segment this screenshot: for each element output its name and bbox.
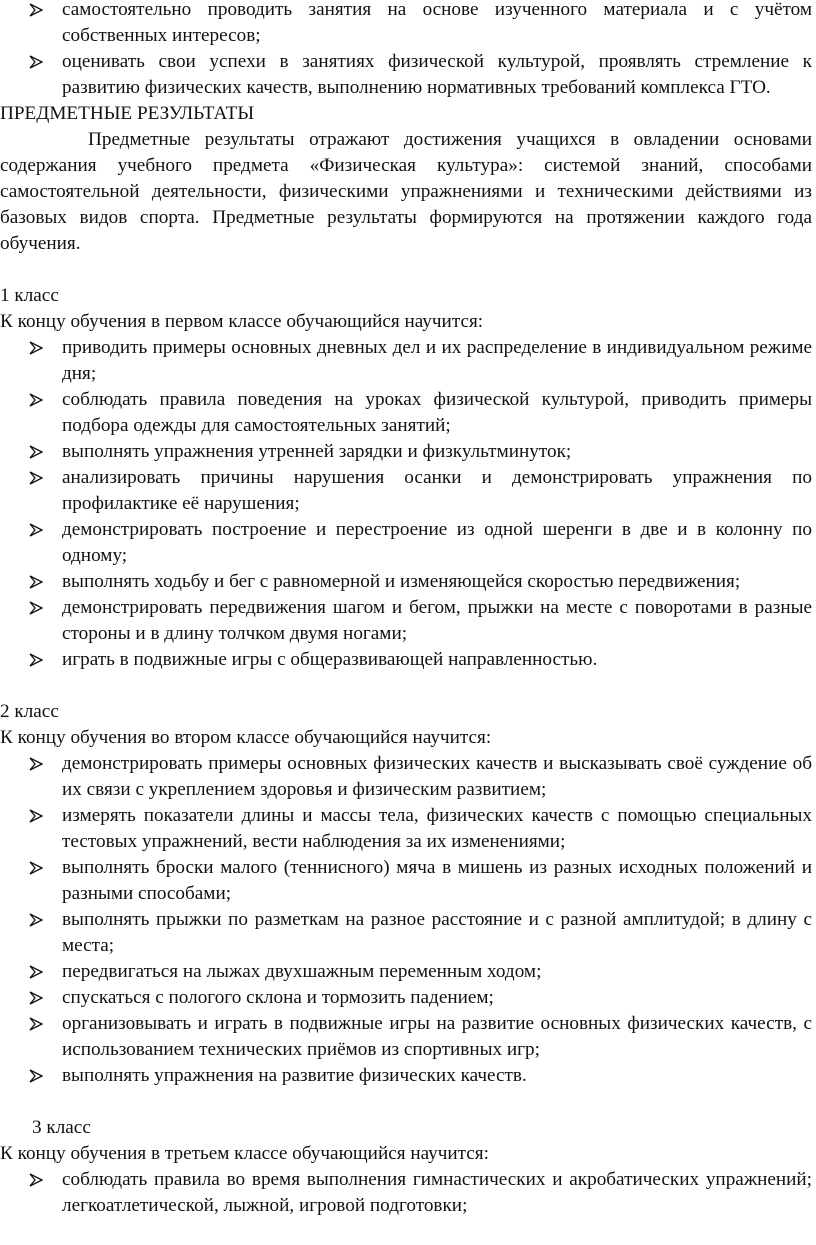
arrowhead-bullet-icon [29,803,51,829]
list-item [0,907,816,959]
list-item [0,387,816,439]
arrowhead-bullet-icon [29,985,51,1011]
list-item [0,855,816,907]
list-item [0,1011,816,1063]
list-item [0,1063,816,1089]
arrowhead-bullet-icon [29,907,51,933]
grade-2-item-text: организовывать и играть в подвижные игры на развитие основных физических качеств, с использованием технических приёмов из спортивных игр; [62,1013,812,1060]
arrowhead-bullet-icon [29,1063,51,1089]
subject-results-paragraph: Предметные результаты отражают достижения учащихся в овладении основами содержания учебного предмета «Физическая культура»: системой знаний, способами самостоятельной деятельности, физическими упражнениями и техническими действиями из базовых видов спорта. Предметные результаты формируются на протяжении каждого года обучения. [0,129,812,254]
list-item [0,647,816,673]
list-item [0,0,816,49]
list-item [0,959,816,985]
grade-2-item-text: выполнять упражнения на развитие физических качеств. [62,1065,527,1086]
intro-bullet-list [0,0,816,101]
grade-1-item-text: демонстрировать передвижения шагом и бегом, прыжки на месте с поворотами в разные стороны и в длину толчком двумя ногами; [62,597,812,644]
grade-1-item-text: выполнять ходьбу и бег с равномерной и изменяющейся скоростью передвижения; [62,571,741,592]
grade-1-item-text: выполнять упражнения утренней зарядки и физкультминуток; [62,441,572,462]
grade-3-lead: К концу обучения в третьем классе обучающийся научится: [0,1143,489,1164]
list-item [0,595,816,647]
arrowhead-bullet-icon [29,439,51,465]
intro-item-text: самостоятельно проводить занятия на основе изученного материала и с учётом собственных интересов; [62,0,812,46]
grade-3-item-text: соблюдать правила во время выполнения гимнастических и акробатических упражнений; легкоатлетической, лыжной, игровой подготовки; [62,1169,812,1216]
grade-1-item-text: демонстрировать построение и перестроение из одной шеренги в две и в колонну по одному; [62,519,812,566]
grade-1-item-text: приводить примеры основных дневных дел и их распределение в индивидуальном режиме дня; [62,337,812,384]
grade-1-item-text: играть в подвижные игры с общеразвивающей направленностью. [62,649,598,670]
grade-2-lead: К концу обучения во втором классе обучающийся научится: [0,727,492,748]
grade-1-list [0,335,816,673]
list-item [0,1167,816,1219]
grade-3-title: 3 класс [32,1117,91,1138]
list-item [0,439,816,465]
subject-results-heading: ПРЕДМЕТНЫЕ РЕЗУЛЬТАТЫ [0,103,255,124]
grade-1-item-text: соблюдать правила поведения на уроках физической культурой, приводить примеры подбора одежды для самостоятельных занятий; [62,389,812,436]
arrowhead-bullet-icon [29,751,51,777]
list-item [0,517,816,569]
arrowhead-bullet-icon [29,465,51,491]
arrowhead-bullet-icon [29,647,51,673]
grade-2-list [0,751,816,1089]
grade-2-item-text: передвигаться на лыжах двухшажным переменным ходом; [62,961,542,982]
arrowhead-bullet-icon [29,0,51,23]
list-item [0,335,816,387]
arrowhead-bullet-icon [29,1011,51,1037]
grade-2-item-text: демонстрировать примеры основных физических качеств и высказывать своё суждение об их связи с укреплением здоровья и физическим развитием; [62,753,812,800]
grade-1-lead: К концу обучения в первом классе обучающийся научится: [0,311,484,332]
list-item [0,569,816,595]
grade-3-list [0,1167,816,1219]
arrowhead-bullet-icon [29,569,51,595]
grade-1-item-text: анализировать причины нарушения осанки и демонстрировать упражнения по профилактике её нарушения; [62,467,812,514]
grade-2-item-text: выполнять прыжки по разметкам на разное расстояние и с разной амплитудой; в длину с места; [62,909,812,956]
arrowhead-bullet-icon [29,335,51,361]
arrowhead-bullet-icon [29,855,51,881]
list-item [0,751,816,803]
arrowhead-bullet-icon [29,387,51,413]
grade-2-item-text: выполнять броски малого (теннисного) мяча в мишень из разных исходных положений и разными способами; [62,857,812,904]
grade-2-item-text: спускаться с пологого склона и тормозить падением; [62,987,494,1008]
arrowhead-bullet-icon [29,49,51,75]
grade-1-title: 1 класс [0,285,59,306]
arrowhead-bullet-icon [29,517,51,543]
arrowhead-bullet-icon [29,959,51,985]
arrowhead-bullet-icon [29,1167,51,1193]
arrowhead-bullet-icon [29,595,51,621]
grade-2-title: 2 класс [0,701,59,722]
list-item [0,465,816,517]
grade-2-item-text: измерять показатели длины и массы тела, физических качеств с помощью специальных тестовых упражнений, вести наблюдения за их изменениями; [62,805,812,852]
list-item [0,803,816,855]
list-item [0,49,816,101]
intro-item-text: оценивать свои успехи в занятиях физической культурой, проявлять стремление к развитию физических качеств, выполнению нормативных требований комплекса ГТО. [62,51,812,98]
list-item [0,985,816,1011]
